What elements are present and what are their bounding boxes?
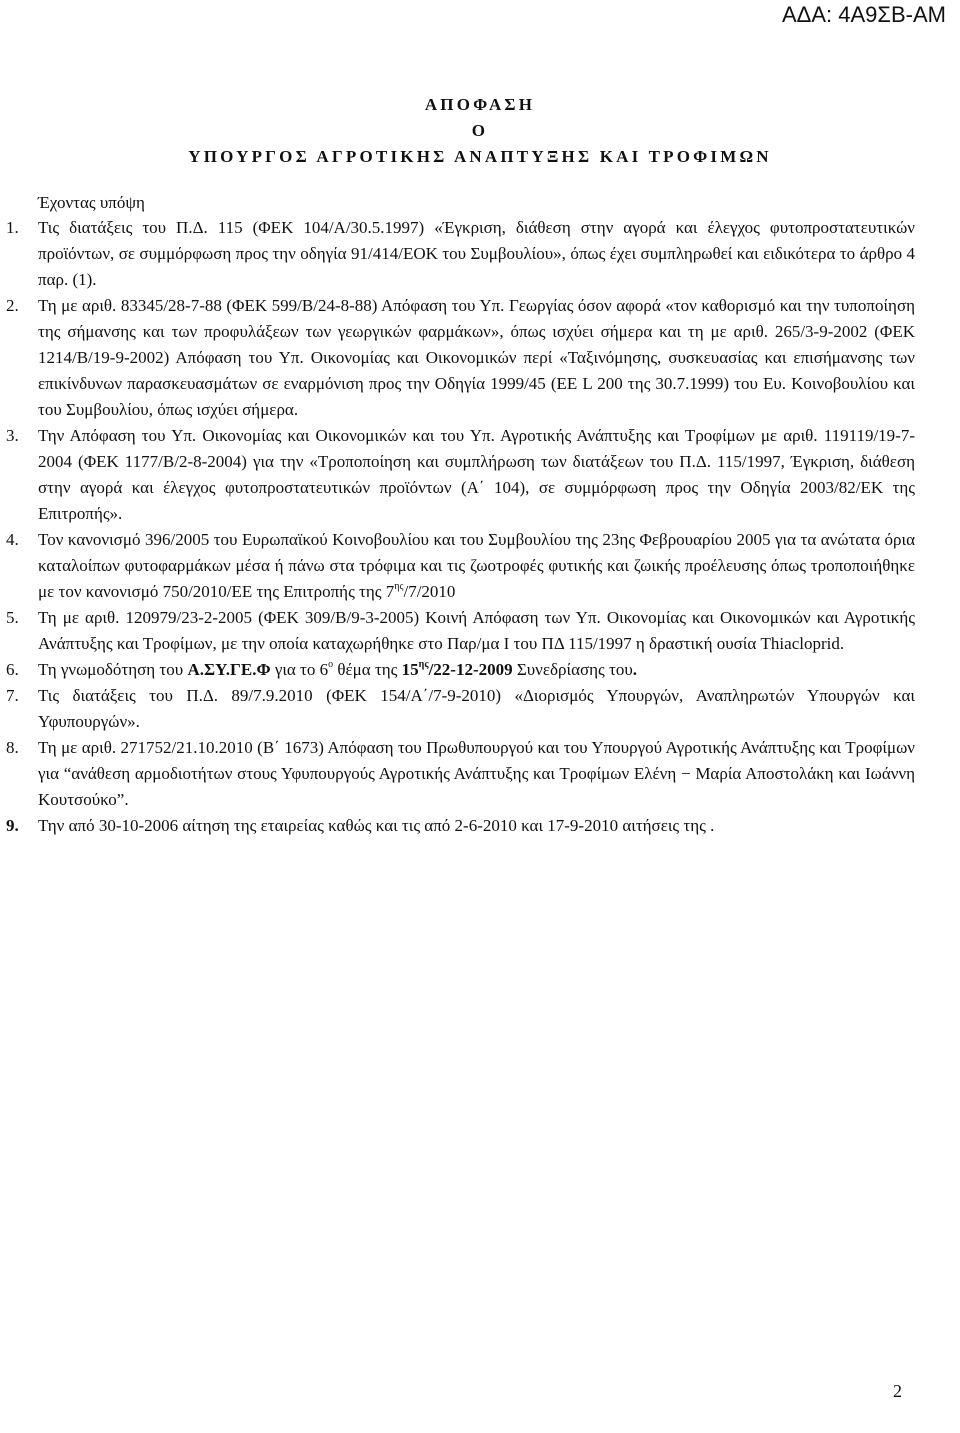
decision-article: Ο (471, 121, 489, 140)
item-number: 6. (6, 660, 19, 679)
list-item (6, 735, 915, 813)
committee-name: Α.ΣΥ.ΓΕ.Φ (187, 660, 271, 679)
page-number: 2 (893, 1381, 902, 1401)
session-date: /22-12-2009 (428, 660, 513, 679)
item-text: Τις διατάξεις του Π.Δ. 89/7.9.2010 (ΦΕΚ 154/Α΄/7-9-2010) «Διορισμός Υπουργών, Αναπληρωτών Υπουργών και Υφυπουργών». (38, 686, 915, 731)
item-number: 4. (6, 530, 19, 549)
item-text: Τις διατάξεις του Π.Δ. 115 (ΦΕΚ 104/Α/30.5.1997) «Έγκριση, διάθεση στην αγορά και έλεγχος φυτοπροστατευτικών προϊόντων, σε συμμόρφωση προς την οδηγία 91/414/ΕΟΚ του Συμβουλίου», όπως έχει συμπληρωθεί και ειδικότερα το άρθρο 4 παρ. (1). (38, 218, 915, 289)
item-text (38, 527, 915, 605)
item-number: 5. (6, 608, 19, 627)
item-text: Τη με αριθ. 271752/21.10.2010 (Β΄ 1673) Απόφαση του Πρωθυπουργού και του Υπουργού Αγροτικής Ανάπτυξης και Τροφίμων για “ανάθεση αρμοδιοτήτων στους Υφυπουργούς Αγροτικής Ανάπτυξης και Τροφίμων Ελένη − Μαρία Αποστολάκη και Ιωάννη Κουτσούκο”. (38, 738, 915, 809)
list-item (6, 605, 915, 657)
item-text-part: θέμα της (333, 660, 402, 679)
item-number: 3. (6, 426, 19, 445)
recitals-list (6, 215, 915, 839)
item-number: 8. (6, 738, 19, 757)
list-item (6, 293, 915, 423)
list-item (6, 813, 915, 839)
list-item (6, 683, 915, 735)
item-text-part: . (632, 660, 638, 679)
item-number: 9. (6, 816, 19, 835)
list-item (6, 527, 915, 605)
minister-title: ΥΠΟΥΡΓΟΣ ΑΓΡΟΤΙΚΗΣ ΑΝΑΠΤΥΞΗΣ ΚΑΙ ΤΡΟΦΙΜΩΝ (188, 147, 772, 166)
decision-title: ΑΠΟΦΑΣΗ (424, 95, 536, 114)
item-text-part: Τη γνωμοδότηση του (38, 660, 188, 679)
item-text: Την από 30-10-2006 αίτηση της εταιρείας καθώς και τις από 2-6-2010 και 17-9-2010 αιτήσεις της . (38, 816, 715, 835)
item-text: Την Απόφαση του Υπ. Οικονομίας και Οικονομικών και του Υπ. Αγροτικής Ανάπτυξης και Τροφίμων με αριθ. 119119/19-7-2004 (ΦΕΚ 1177/Β/2-8-2004) για την «Τροποποίηση και συμπλήρωση των διατάξεων του Π.Δ. 115/1997, Έγκριση, διάθεση στην αγορά και έλεγχος φυτοπροστατευτικών προϊόντων (Α΄ 104), σε συμμόρφωση προς την Οδηγία 2003/82/ΕΚ της Επιτροπής». (38, 426, 915, 523)
item-text: Τη με αριθ. 83345/28-7-88 (ΦΕΚ 599/Β/24-8-88) Απόφαση του Υπ. Γεωργίας όσον αφορά «τον καθορισμό και την τυποποίηση της σήμανσης και των προφυλάξεων των γεωργικών φαρμάκων», όπως ισχύει σήμερα και τη με αριθ. 265/3-9-2002 (ΦΕΚ 1214/Β/19-9-2002) Απόφαση του Υπ. Οικονομίας και Οικονομικών περί «Ταξινόμησης, συσκευασίας και επισήμανσης των επικίνδυνων παρασκευασμάτων σε εναρμόνιση προς την Οδηγία 1999/45 (ΕΕ L 200 της 30.7.1999) του Ευ. Κοινοβουλίου και του Συμβουλίου, όπως ισχύει σήμερα. (38, 296, 915, 419)
intro-text: Έχοντας υπόψη (38, 193, 145, 212)
item-text-part: Τον κανονισμό 396/2005 του Ευρωπαϊκού Κοινοβουλίου και του Συμβουλίου της 23ης Φεβρουαρίου 2005 για τα ανώτατα όρια καταλοίπων φυτοφαρμάκων μέσα ή πάνω στα τρόφιμα και τις ζωοτροφές φυτικής και ζωικής προέλευσης όπως τροποποιήθηκε με τον κανονισμό 750/2010/ΕΕ της Επιτροπής της 7 (38, 530, 915, 601)
item-number: 7. (6, 686, 19, 705)
superscript: ης (418, 659, 429, 671)
item-text-part: /7/2010 (403, 582, 456, 601)
list-item (6, 657, 915, 683)
item-text: Τη με αριθ. 120979/23-2-2005 (ΦΕΚ 309/Β/9-3-2005) Κοινή Απόφαση των Υπ. Οικονομίας και Οικονομικών και Αγροτικής Ανάπτυξης και Τροφίμων, με την οποία καταχωρήθηκε στο Παρ/μα Ι του ΠΔ 115/1997 η δραστική ουσία Thiacloprid. (38, 608, 915, 653)
list-item (6, 423, 915, 527)
session-number: 15 (401, 660, 419, 679)
item-text (38, 657, 915, 683)
item-number: 1. (6, 218, 19, 237)
item-text-part: Συνεδρίασης του (512, 660, 633, 679)
superscript: ης (394, 581, 404, 593)
item-text-part: για το 6 (270, 660, 329, 679)
list-item (6, 215, 915, 293)
superscript: ο (328, 659, 334, 671)
item-number: 2. (6, 296, 19, 315)
ada-code: ΑΔΑ: 4Α9ΣΒ-ΑΜ (781, 2, 946, 27)
